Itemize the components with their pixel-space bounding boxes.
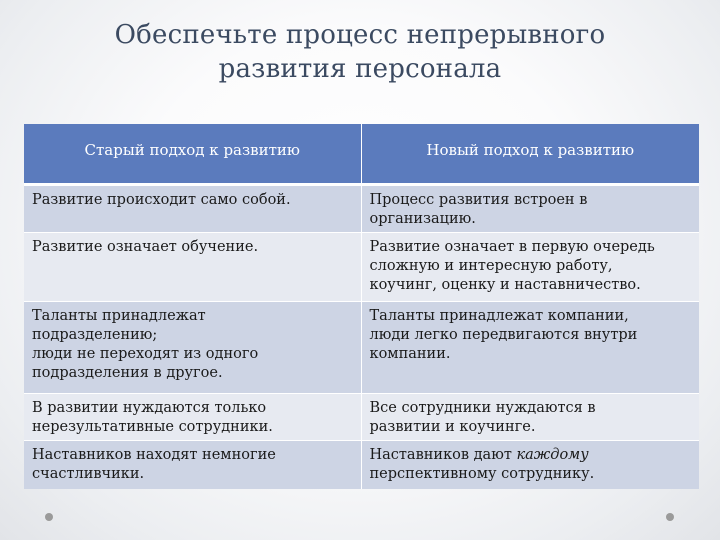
emphasized-text: каждому (516, 447, 589, 463)
new-approach-cell (361, 233, 699, 302)
old-approach-cell (24, 185, 361, 233)
cell-text-line: Все сотрудники нуждаются в (369, 400, 596, 416)
cell-text-line: организацию. (369, 211, 476, 227)
cell-text-line: развитии и коучинге. (369, 419, 536, 435)
old-approach-cell (24, 441, 361, 489)
decorative-dot (666, 513, 674, 521)
table-row (24, 394, 699, 441)
cell-text-line: Процесс развития встроен в (369, 192, 588, 208)
decorative-dot (45, 513, 53, 521)
cell-text-line: сложную и интересную работу, (369, 258, 613, 274)
title-line-2: развития персонала (218, 54, 502, 84)
title-line-1: Обеспечьте процесс непрерывного (114, 20, 606, 50)
cell-text-line: люди легко передвигаются внутри (369, 327, 638, 343)
header-old-approach: Старый подход к развитию (24, 124, 361, 185)
cell-text-line: Развитие означает обучение. (32, 239, 259, 255)
cell-text-line: Развитие происходит само собой. (32, 192, 291, 208)
new-approach-cell (361, 441, 699, 489)
cell-text-line: счастливчики. (32, 466, 145, 482)
cell-text-line: Таланты принадлежат (32, 308, 206, 324)
cell-text-line: перспективному сотруднику. (369, 466, 595, 482)
old-approach-cell (24, 302, 361, 394)
old-approach-cell (24, 233, 361, 302)
table-header-row (24, 124, 699, 185)
cell-text-fragment: Наставников дают (369, 447, 517, 463)
table-row (24, 441, 699, 489)
header-new-approach: Новый подход к развитию (361, 124, 699, 185)
cell-text-line: люди не переходят из одного (32, 346, 259, 362)
table-row (24, 302, 699, 394)
cell-text-line: В развитии нуждаются только (32, 400, 267, 416)
cell-text-line: Развитие означает в первую очередь (369, 239, 655, 255)
cell-text-line: коучинг, оценку и наставничество. (369, 277, 641, 293)
new-approach-cell (361, 302, 699, 394)
cell-text-line (370, 446, 694, 465)
cell-text-line: Наставников находят немногие (32, 447, 276, 463)
comparison-table (24, 124, 699, 489)
cell-text-line: нерезультативные сотрудники. (32, 419, 273, 435)
table-row (24, 233, 699, 302)
old-approach-cell (24, 394, 361, 441)
cell-text-line: подразделению; (32, 327, 158, 343)
cell-text-line: компании. (369, 346, 451, 362)
new-approach-cell (361, 185, 699, 233)
cell-text-line: подразделения в другое. (32, 365, 223, 381)
new-approach-cell (361, 394, 699, 441)
cell-text-line: Таланты принадлежат компании, (369, 308, 629, 324)
slide-title (80, 18, 640, 86)
table-row (24, 185, 699, 233)
